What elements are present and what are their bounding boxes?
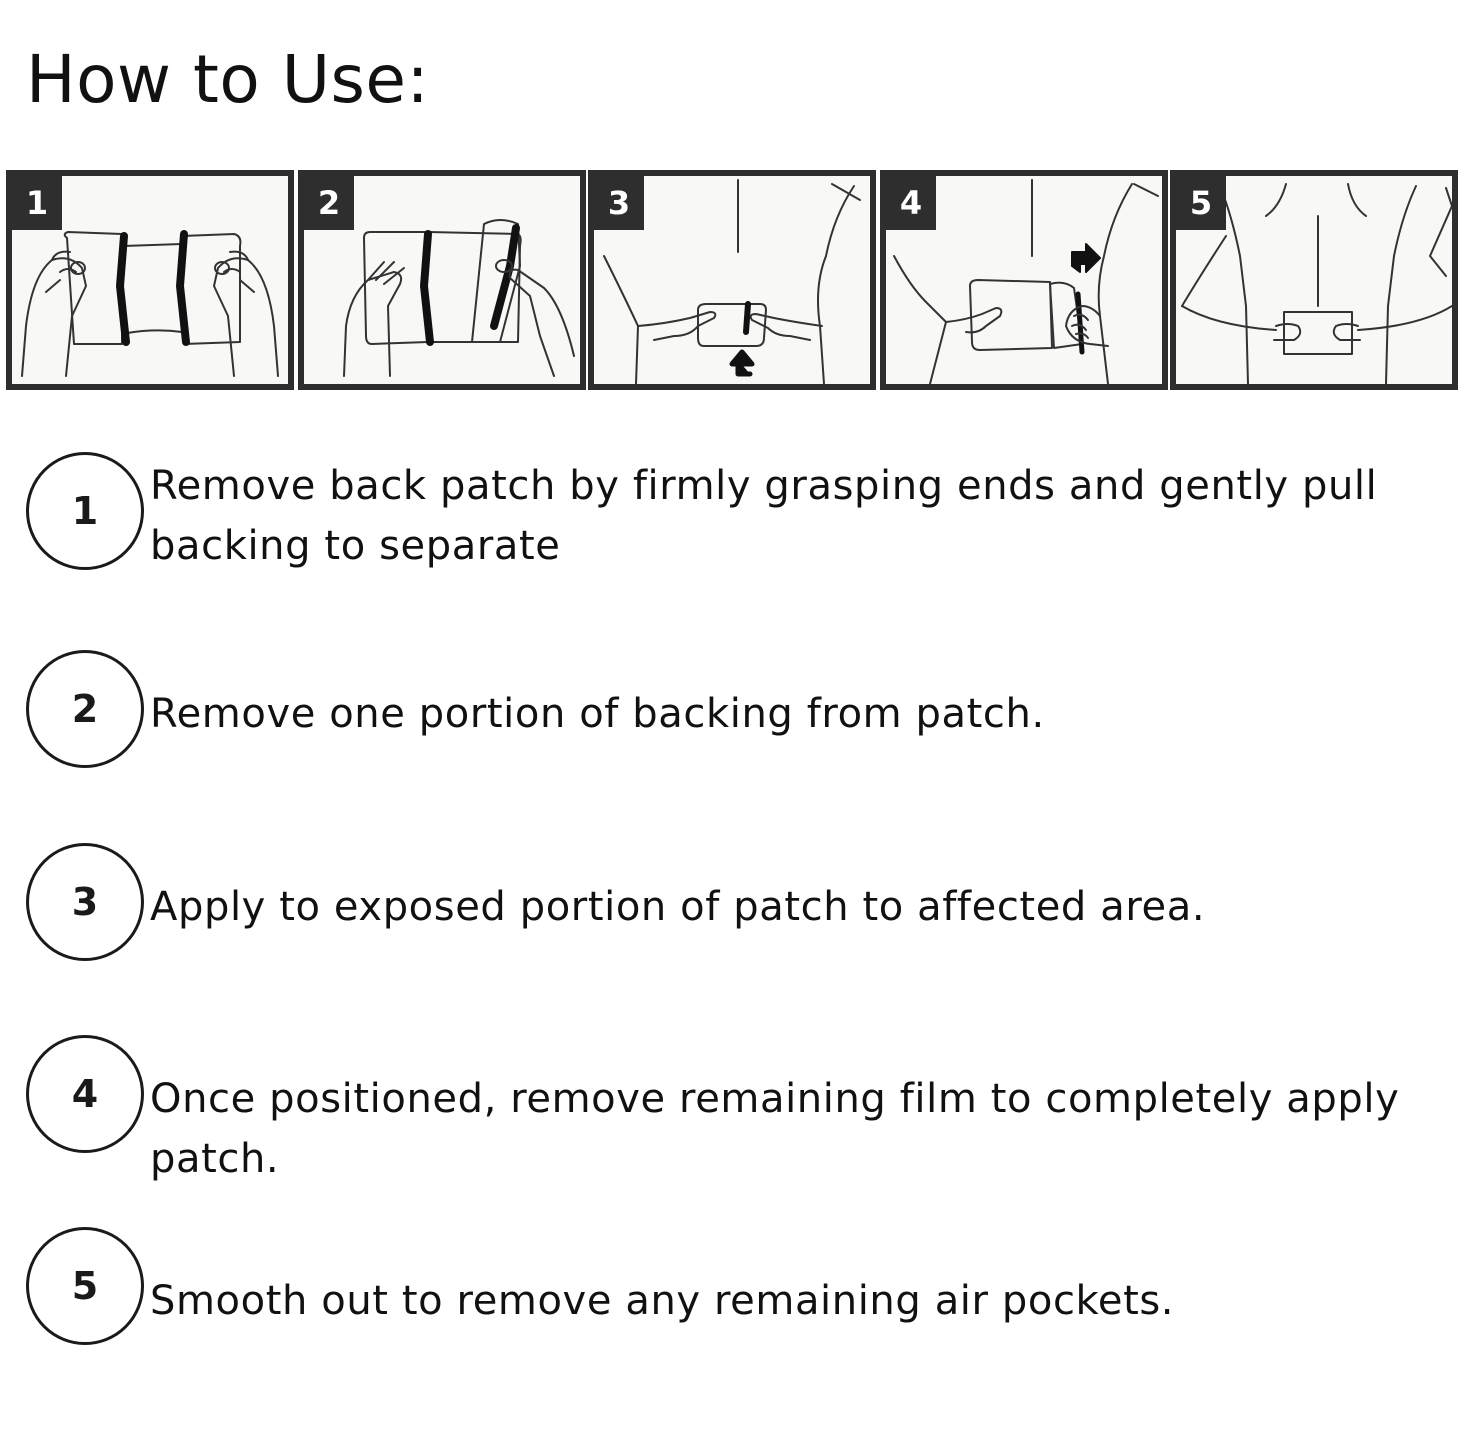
step-text: Smooth out to remove any remaining air pockets.: [150, 1278, 1175, 1324]
step-number-badge: 5: [26, 1227, 144, 1345]
step-text: Remove back patch by firmly grasping ends and gently pull backing to separate: [150, 463, 1378, 569]
step-item-5: [26, 1227, 1446, 1357]
step-number-badge: 3: [26, 843, 144, 961]
illustration-panel-5: [1170, 170, 1458, 390]
step-item-1: [26, 452, 1446, 582]
step-text: Once positioned, remove remaining film to completely apply patch.: [150, 1076, 1400, 1182]
illustration-panel-3: [588, 170, 876, 390]
step-item-2: [26, 650, 1446, 780]
step-text: Remove one portion of backing from patch.: [150, 691, 1045, 737]
step-item-3: [26, 843, 1446, 973]
panel-number-badge: 3: [594, 176, 644, 230]
instruction-illustrations: [6, 170, 1462, 392]
illustration-panel-4: [880, 170, 1168, 390]
step-number-badge: 4: [26, 1035, 144, 1153]
panel-number-badge: 1: [12, 176, 62, 230]
panel-number-badge: 4: [886, 176, 936, 230]
panel-number-badge: 2: [304, 176, 354, 230]
step-item-4: [26, 1035, 1446, 1195]
step-number-badge: 1: [26, 452, 144, 570]
illustration-panel-1: [6, 170, 294, 390]
step-number-badge: 2: [26, 650, 144, 768]
panel-number-badge: 5: [1176, 176, 1226, 230]
step-text: Apply to exposed portion of patch to affected area.: [150, 884, 1206, 930]
page-title: How to Use:: [26, 41, 430, 118]
illustration-panel-2: [298, 170, 586, 390]
